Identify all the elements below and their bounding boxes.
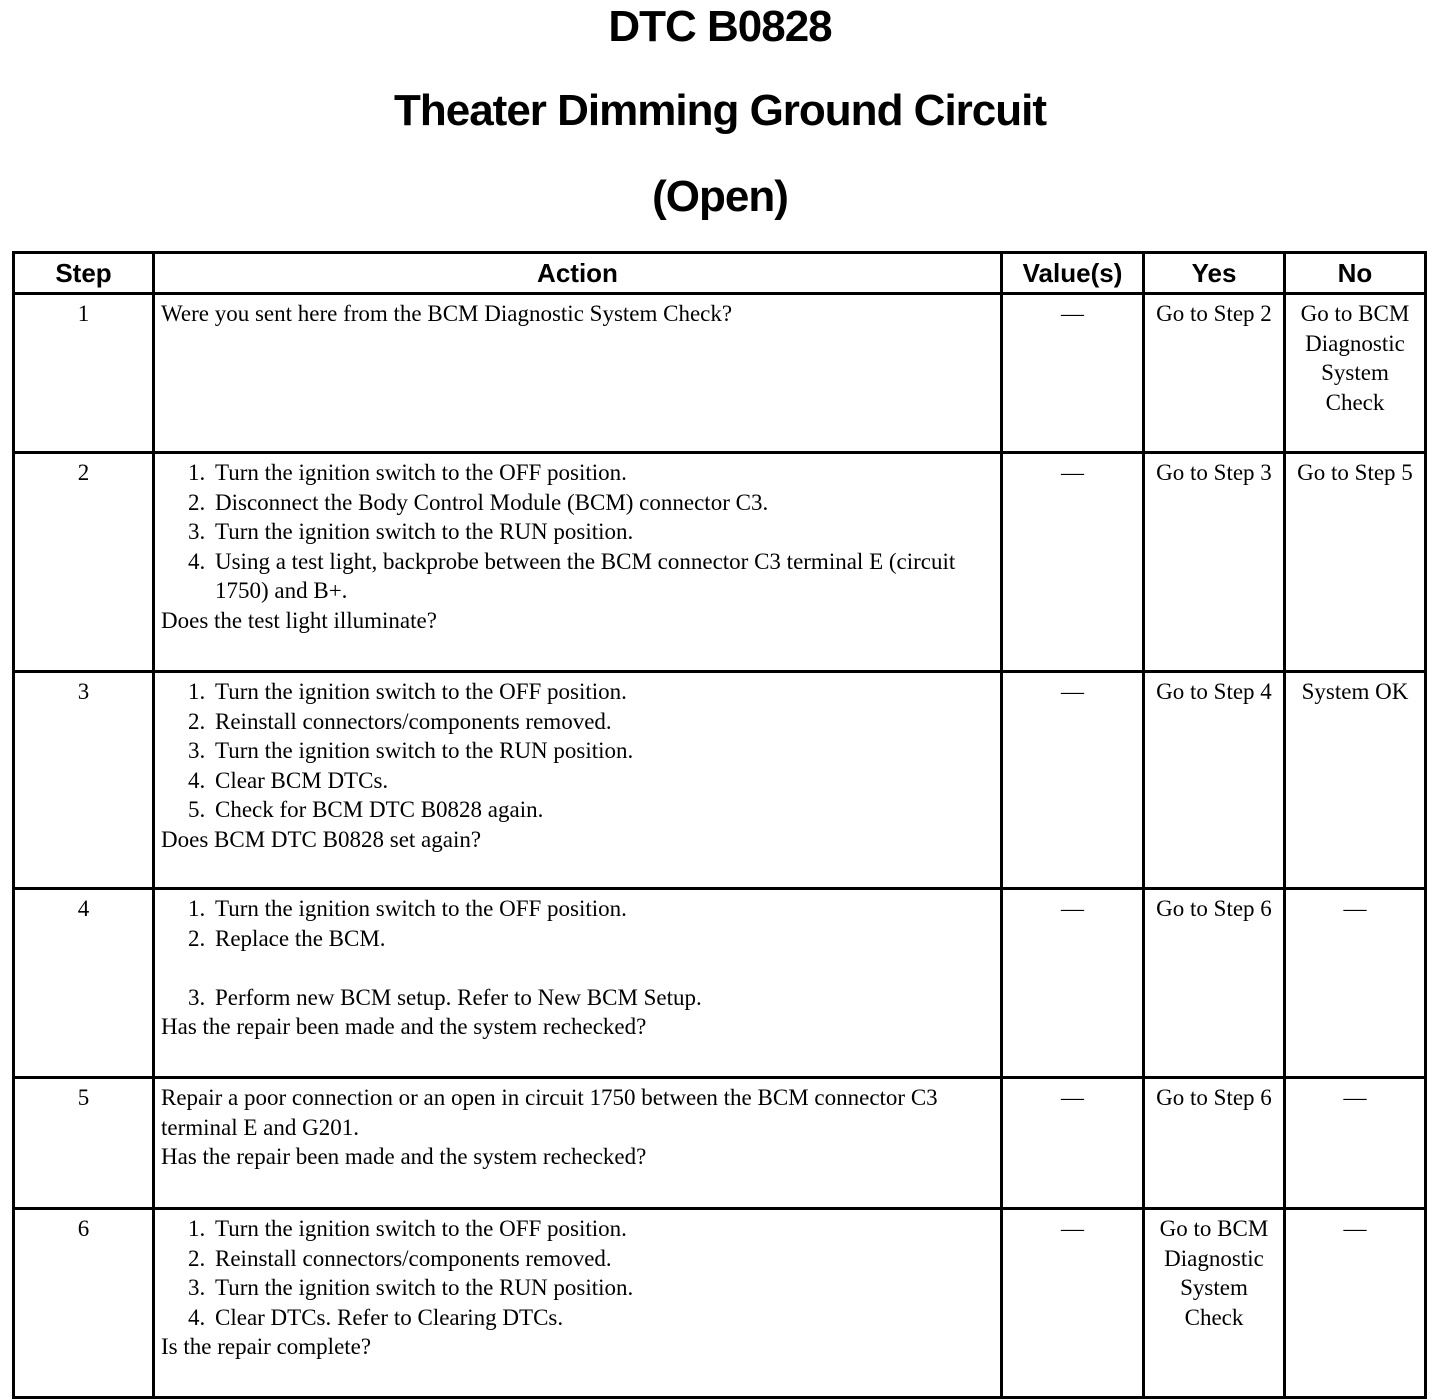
action-step-item	[188, 1214, 994, 1244]
action-question: Does BCM DTC B0828 set again?	[161, 826, 482, 852]
action-step-item	[188, 677, 994, 707]
table-header-row	[14, 253, 1426, 294]
action-step-number: 1.	[188, 679, 206, 704]
action-steps-list	[161, 677, 994, 825]
step-number: 4	[14, 889, 154, 1078]
action-step-number: 4.	[188, 1304, 206, 1330]
action-step-number: 3.	[188, 519, 206, 544]
step-number: 3	[14, 672, 154, 889]
table-row	[14, 1078, 1426, 1209]
action-step-text: Check for BCM DTC B0828 again.	[215, 797, 544, 822]
action-step-text: Turn the ignition switch to the RUN position.	[215, 738, 634, 763]
action-step-item	[188, 458, 994, 488]
action-step-text: Reinstall connectors/components removed.	[215, 1245, 612, 1271]
diagnostic-table	[12, 251, 1427, 1399]
yes-cell: Go to Step 6	[1144, 889, 1285, 1078]
action-step-number: 3.	[188, 738, 206, 763]
no-cell: Go to BCM Diagnostic System Check	[1285, 294, 1426, 453]
action-question: Has the repair been made and the system rechecked?	[161, 1014, 647, 1039]
step-number: 6	[14, 1209, 154, 1398]
action-step-text: Turn the ignition switch to the RUN position.	[215, 519, 634, 544]
action-step-number: 3.	[188, 1275, 206, 1300]
action-step-item	[188, 795, 994, 825]
action-step-number: 2.	[188, 925, 206, 951]
no-cell: Go to Step 5	[1285, 453, 1426, 672]
action-step-text: Turn the ignition switch to the OFF position.	[215, 896, 627, 921]
action-step-text: Turn the ignition switch to the OFF position.	[215, 1216, 627, 1241]
action-step-item	[188, 488, 994, 518]
value-cell: —	[1002, 294, 1144, 453]
action-step-number: 1.	[188, 896, 206, 921]
action-question: Is the repair complete?	[161, 1334, 372, 1359]
action-step-text: Clear BCM DTCs.	[215, 767, 389, 793]
action-cell	[154, 294, 1002, 453]
action-step-item	[188, 1244, 994, 1274]
header-yes: Yes	[1144, 253, 1285, 294]
header-action: Action	[154, 253, 1002, 294]
action-text: Repair a poor connection or an open in circuit 1750 between the BCM connector C3 terminal E and G201.	[161, 1085, 938, 1140]
action-question: Does the test light illuminate?	[161, 607, 437, 633]
value-cell: —	[1002, 1078, 1144, 1209]
no-cell: —	[1285, 1209, 1426, 1398]
yes-cell: Go to Step 2	[1144, 294, 1285, 453]
action-step-text: Disconnect the Body Control Module (BCM) connector C3.	[215, 489, 769, 515]
list-spacer	[215, 953, 994, 983]
table-row	[14, 889, 1426, 1078]
table-row	[14, 453, 1426, 672]
action-step-number: 2.	[188, 708, 206, 734]
header-values: Value(s)	[1002, 253, 1144, 294]
table-row	[14, 1209, 1426, 1398]
action-cell	[154, 889, 1002, 1078]
step-number: 5	[14, 1078, 154, 1209]
action-step-item	[188, 547, 994, 606]
header-no: No	[1285, 253, 1426, 294]
action-step-item	[188, 707, 994, 737]
action-step-number: 4.	[188, 767, 206, 793]
action-step-number: 2.	[188, 1245, 206, 1271]
action-step-item	[188, 1273, 994, 1303]
action-cell	[154, 453, 1002, 672]
page-title-code: DTC B0828	[608, 2, 832, 51]
action-step-number: 3.	[188, 984, 206, 1010]
action-step-text: Perform new BCM setup. Refer to New BCM Setup.	[215, 984, 702, 1010]
action-step-item	[188, 983, 994, 1013]
value-cell: —	[1002, 889, 1144, 1078]
action-step-number: 4.	[188, 548, 206, 574]
page-title-description: Theater Dimming Ground Circuit	[393, 86, 1047, 135]
action-step-item	[188, 736, 994, 766]
yes-cell: Go to Step 3	[1144, 453, 1285, 672]
action-step-text: Turn the ignition switch to the RUN position.	[215, 1275, 634, 1300]
yes-cell: Go to Step 4	[1144, 672, 1285, 889]
action-steps-list	[161, 894, 994, 1012]
value-cell: —	[1002, 1209, 1144, 1398]
header-step: Step	[14, 253, 154, 294]
action-step-number: 5.	[188, 797, 206, 822]
action-text: Were you sent here from the BCM Diagnostic System Check?	[161, 301, 733, 326]
table-row	[14, 294, 1426, 453]
action-cell	[154, 1078, 1002, 1209]
action-step-text: Replace the BCM.	[215, 925, 386, 951]
action-step-text: Turn the ignition switch to the OFF position.	[215, 460, 627, 485]
no-cell: —	[1285, 889, 1426, 1078]
action-step-item	[188, 1303, 994, 1333]
action-step-number: 1.	[188, 460, 206, 485]
action-cell	[154, 672, 1002, 889]
step-number: 1	[14, 294, 154, 453]
action-question: Has the repair been made and the system rechecked?	[161, 1144, 647, 1169]
step-number: 2	[14, 453, 154, 672]
action-step-item	[188, 766, 994, 796]
action-step-item	[188, 894, 994, 924]
action-step-text: Reinstall connectors/components removed.	[215, 708, 612, 734]
value-cell: —	[1002, 453, 1144, 672]
action-cell	[154, 1209, 1002, 1398]
action-step-text: Clear DTCs. Refer to Clearing DTCs.	[215, 1304, 564, 1330]
action-step-number: 1.	[188, 1216, 206, 1241]
table-row	[14, 672, 1426, 889]
yes-cell: Go to BCM Diagnostic System Check	[1144, 1209, 1285, 1398]
no-cell: System OK	[1285, 672, 1426, 889]
action-steps-list	[161, 1214, 994, 1332]
value-cell: —	[1002, 672, 1144, 889]
action-step-number: 2.	[188, 489, 206, 515]
action-step-text: Turn the ignition switch to the OFF position.	[215, 679, 627, 704]
action-step-item	[188, 924, 994, 954]
no-cell: —	[1285, 1078, 1426, 1209]
yes-cell: Go to Step 6	[1144, 1078, 1285, 1209]
action-steps-list	[161, 458, 994, 606]
action-step-text: Using a test light, backprobe between the BCM connector C3 terminal E (circuit 1750) and B+.	[215, 548, 956, 603]
action-step-item	[188, 517, 994, 547]
page-title-condition: (Open)	[652, 172, 788, 221]
